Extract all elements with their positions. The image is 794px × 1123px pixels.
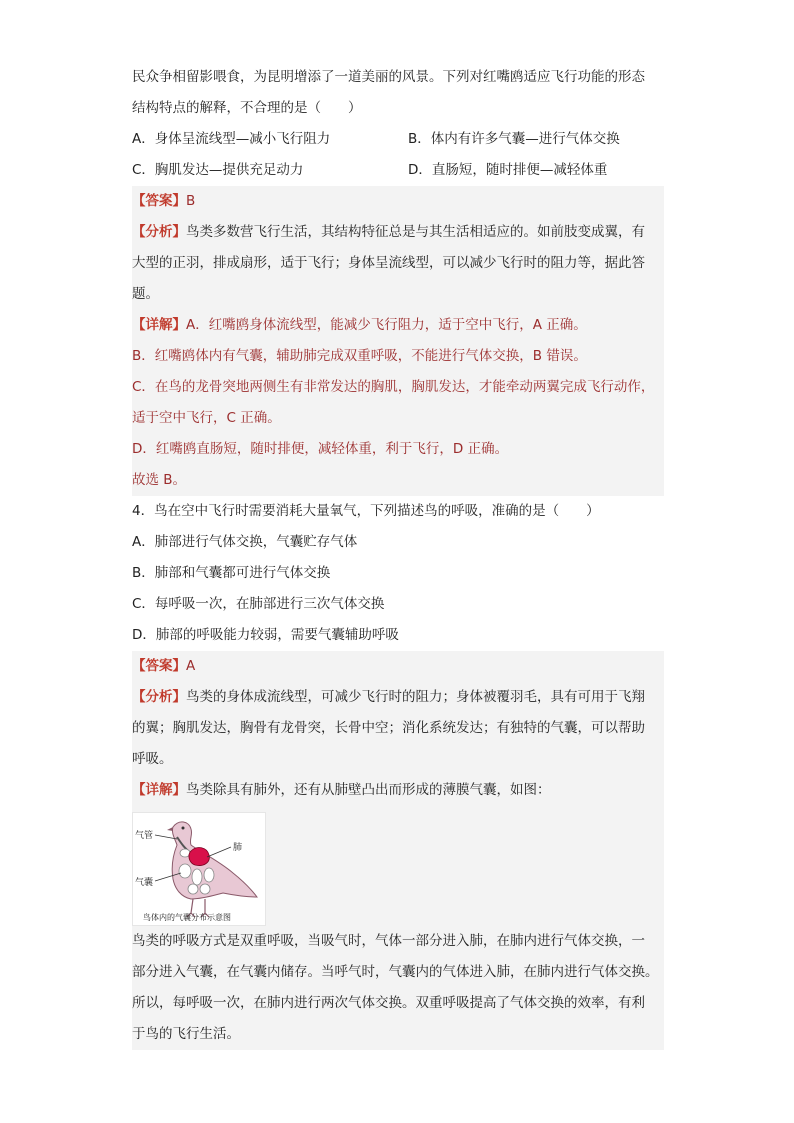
q3-option-d: D．直肠短，随时排便—减轻体重 [408,162,608,178]
detail-text: 鸟类除具有肺外，还有从肺壁凸出而形成的薄膜气囊，如图： [186,782,551,798]
airsac-shape [204,868,214,882]
bird-eye [182,827,185,830]
q3-conclusion: 故选 B。 [132,472,187,488]
bird-body-shape [172,822,257,899]
q3-detail-b: B．红嘴鸥体内有气囊，辅助肺完成双重呼吸，不能进行气体交换，B 错误。 [132,348,587,364]
q4-analysis-line3: 呼吸。 [132,751,173,767]
q3-option-a: A．身体呈流线型—减小飞行阻力 [132,131,331,147]
q3-stem-line1: 民众争相留影喂食，为昆明增添了一道美丽的风景。下列对红嘴鸥适应飞行功能的形态 [132,69,645,85]
airsac-shape [192,869,202,885]
q3-solution-block [132,186,664,496]
trachea-label: 气管 [135,831,154,841]
q4-option-b: B．肺部和气囊都可进行气体交换 [132,565,331,581]
analysis-text: 鸟类多数营飞行生活，其结构特征总是与其生活相适应的。如前肢变成翼，有 [186,224,645,240]
q3-answer [132,186,664,217]
answer-value: B [186,193,196,209]
q4-analysis-line1 [132,682,664,713]
q3-stem-line2: 结构特点的解释，不合理的是（ ） [132,100,362,116]
q3-options-row1 [132,124,664,155]
lung-leader-line [207,847,231,857]
q3-options-row2 [132,155,664,186]
airsac-shape [200,884,210,894]
q3-option-b: B．体内有许多气囊—进行气体交换 [408,131,620,147]
q3-detail-c2: 适于空中飞行，C 正确。 [132,410,281,426]
answer-label: 【答案】 [132,193,186,209]
document-page [132,62,664,1050]
bird-beak [167,827,173,831]
q3-detail-c1: C．在鸟的龙骨突地两侧生有非常发达的胸肌，胸肌发达，才能牵动两翼完成飞行动作， [132,379,655,395]
analysis-text: 鸟类的身体成流线型，可减少飞行时的阻力；身体被覆羽毛，具有可用于飞翔 [186,689,645,705]
lung-label: 肺 [233,843,243,853]
q4-para2: 部分进入气囊，在气囊内储存。当呼气时，气囊内的气体进入肺，在肺内进行气体交换。 [132,964,659,980]
q4-detail-line1 [132,775,664,806]
analysis-label: 【分析】 [132,224,186,240]
q4-stem: 4．鸟在空中飞行时需要消耗大量氧气，下列描述鸟的呼吸，准确的是（ ） [132,503,600,519]
detail-a-text: A．红嘴鸥身体流线型，能减少飞行阻力，适于空中飞行，A 正确。 [186,317,587,333]
q4-answer [132,651,664,682]
q4-option-d: D．肺部的呼吸能力较弱，需要气囊辅助呼吸 [132,627,399,643]
q3-detail-a [132,310,664,341]
detail-label: 【详解】 [132,317,186,333]
answer-label: 【答案】 [132,658,186,674]
q4-para3: 所以，每呼吸一次，在肺内进行两次气体交换。双重呼吸提高了气体交换的效率，有利 [132,995,645,1011]
q4-solution-block [132,651,664,1050]
q3-analysis-line3: 题。 [132,286,159,302]
q3-detail-d: D．红嘴鸥直肠短，随时排便，减轻体重，利于飞行，D 正确。 [132,441,509,457]
q3-analysis-line2: 大型的正羽，排成扇形，适于飞行；身体呈流线型，可以减少飞行时的阻力等，据此答 [132,255,645,271]
q4-para4: 于鸟的飞行生活。 [132,1026,240,1042]
q4-analysis-line2: 的翼；胸肌发达，胸骨有龙骨突，长骨中空；消化系统发达；有独特的气囊，可以帮助 [132,720,645,736]
q4-option-a: A．肺部进行气体交换，气囊贮存气体 [132,534,358,550]
answer-value: A [186,658,196,674]
airsac-shape [188,884,198,894]
bird-airsac-diagram [133,813,265,925]
lung-shape [189,848,209,866]
figure-caption: 鸟体内的气囊分布示意图 [143,913,231,922]
q4-para1: 鸟类的呼吸方式是双重呼吸，当吸气时，气体一部分进入肺，在肺内进行气体交换，一 [132,933,645,949]
airsac-figure [132,812,266,926]
q4-option-c: C．每呼吸一次，在肺部进行三次气体交换 [132,596,385,612]
airsac-figure-row [132,806,664,926]
q3-option-c: C．胸肌发达—提供充足动力 [132,162,304,178]
q3-analysis-line1 [132,217,664,248]
detail-label: 【详解】 [132,782,186,798]
airsac-label: 气囊 [135,878,154,888]
airsac-shape [179,864,191,878]
analysis-label: 【分析】 [132,689,186,705]
